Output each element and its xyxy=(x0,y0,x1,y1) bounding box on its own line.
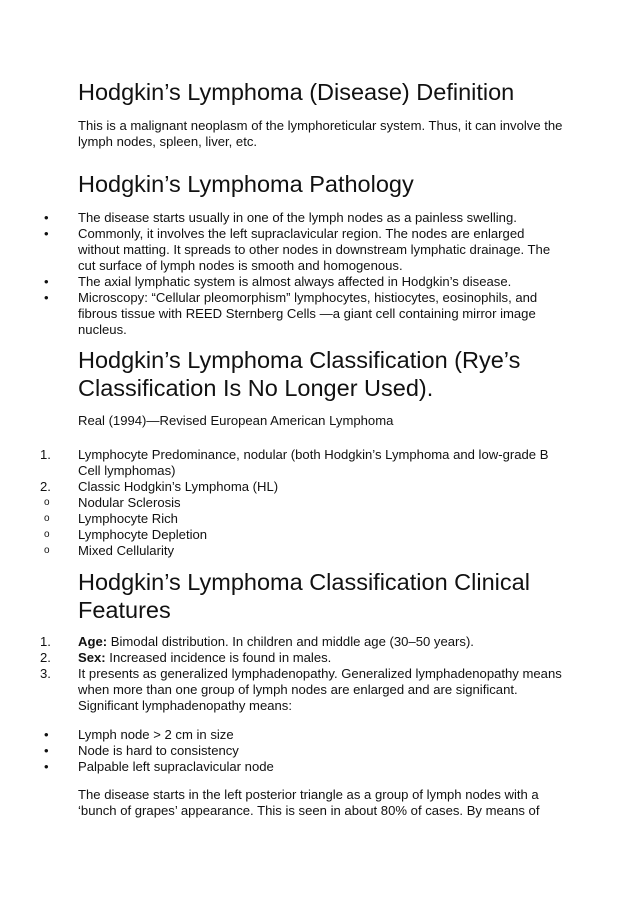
list-item-text: Nodular Sclerosis xyxy=(78,495,181,510)
list-item xyxy=(0,666,568,714)
disease-start-paragraph: The disease starts in the left posterior triangle as a group of lymph nodes with a ‘bunch of grapes’ appearance. This is seen in about 80% of cases. By means of xyxy=(78,787,540,818)
list-item-text: Increased incidence is found in males. xyxy=(105,650,332,665)
bullet-marker: • xyxy=(44,727,49,742)
list-item-text: Commonly, it involves the left supraclavicular region. The nodes are enlarged without matting. It spreads to other nodes in downstream lymphatic drainage. The cut surface of lymph nodes is smooth and homogenous. xyxy=(78,226,551,273)
list-item-text: It presents as generalized lymphadenopathy. Generalized lymphadenopathy means when more than one group of lymph nodes are enlarged and are significant. Significant lymphadenopathy means: xyxy=(78,666,562,713)
bullet-marker: • xyxy=(44,759,49,774)
list-item-text: The axial lymphatic system is almost always affected in Hodgkin’s disease. xyxy=(78,274,512,289)
bullet-marker: • xyxy=(44,290,49,305)
list-item-text: Classic Hodgkin’s Lymphoma (HL) xyxy=(78,479,279,494)
list-item xyxy=(0,743,568,759)
list-item xyxy=(0,511,568,527)
list-item-text: Lymphocyte Predominance, nodular (both Hodgkin’s Lymphoma and low-grade B Cell lymphomas) xyxy=(78,447,549,478)
list-item xyxy=(0,495,568,511)
list-item-text: Palpable left supraclavicular node xyxy=(78,759,274,774)
list-item-text: Bimodal distribution. In children and middle age (30–50 years). xyxy=(107,634,474,649)
clinical-numbered-list xyxy=(0,634,600,714)
heading-clinical-features: Hodgkin’s Lymphoma Classification Clinical Features xyxy=(78,569,530,623)
number-marker: 2. xyxy=(40,650,51,665)
bullet-marker: • xyxy=(44,210,49,225)
bullet-marker: • xyxy=(44,743,49,758)
list-item xyxy=(0,650,568,666)
list-item-label: Sex: xyxy=(78,650,106,665)
list-item xyxy=(0,447,568,479)
list-item-text: Microscopy: “Cellular pleomorphism” lymphocytes, histiocytes, eosinophils, and fibrous tissue with REED Sternberg Cells —a giant cell containing mirror image nucleus. xyxy=(78,290,538,337)
real-paragraph: Real (1994)—Revised European American Lymphoma xyxy=(78,413,394,428)
list-item xyxy=(0,274,568,290)
circle-marker: o xyxy=(44,497,50,508)
number-marker: 1. xyxy=(40,634,51,649)
circle-marker: o xyxy=(44,513,50,524)
list-item-text: Lymph node > 2 cm in size xyxy=(78,727,234,742)
heading-pathology: Hodgkin’s Lymphoma Pathology xyxy=(78,171,414,197)
list-item-text: Node is hard to consistency xyxy=(78,743,239,758)
significance-bullet-list xyxy=(0,727,600,775)
heading-classification: Hodgkin’s Lymphoma Classification (Rye’s Classification Is No Longer Used). xyxy=(78,347,521,401)
heading-definition: Hodgkin’s Lymphoma (Disease) Definition xyxy=(78,79,515,105)
number-marker: 1. xyxy=(40,447,51,462)
number-marker: 3. xyxy=(40,666,51,681)
list-item xyxy=(0,727,568,743)
circle-marker: o xyxy=(44,529,50,540)
list-item-label: Age: xyxy=(78,634,108,649)
number-marker: 2. xyxy=(40,479,51,494)
bullet-marker: • xyxy=(44,274,49,289)
definition-paragraph: This is a malignant neoplasm of the lymphoreticular system. Thus, it can involve the lymph nodes, spleen, liver, etc. xyxy=(78,118,563,149)
list-item xyxy=(0,290,568,338)
list-item xyxy=(0,543,568,559)
bullet-marker: • xyxy=(44,226,49,241)
list-item xyxy=(0,226,568,274)
list-item xyxy=(0,210,568,226)
list-item-text: The disease starts usually in one of the lymph nodes as a painless swelling. xyxy=(78,210,517,225)
pathology-list xyxy=(0,210,600,338)
list-item xyxy=(0,759,568,775)
list-item-text: Lymphocyte Depletion xyxy=(78,527,208,542)
list-item-text: Lymphocyte Rich xyxy=(78,511,178,526)
classification-numbered-list xyxy=(0,447,600,559)
circle-marker: o xyxy=(44,545,50,556)
list-item xyxy=(0,479,568,495)
list-item xyxy=(0,527,568,543)
list-item xyxy=(0,634,568,650)
list-item-text: Mixed Cellularity xyxy=(78,543,175,558)
